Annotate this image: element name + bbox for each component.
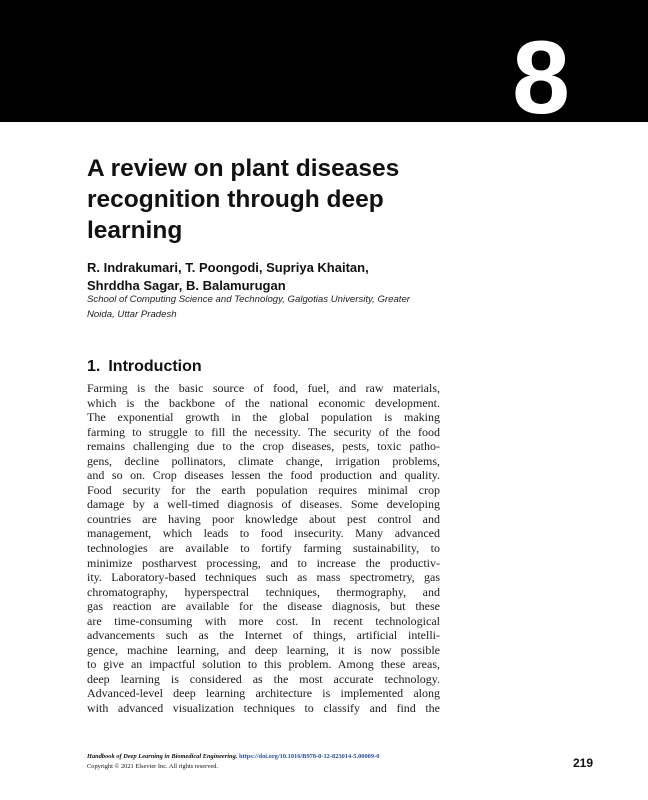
title-line: recognition through deep (87, 186, 384, 213)
body-line: Food security for the earth population requires minimal crop (87, 482, 440, 497)
body-line: to give an impactful solution to this problem. Among these areas, (87, 657, 440, 672)
body-line: remains challenging due to the crop diseases, pests, toxic patho- (87, 439, 440, 454)
body-line: Advanced-level deep learning architecture is implemented along (87, 686, 440, 701)
book-title: Handbook of Deep Learning in Biomedical Engineering. (87, 753, 238, 760)
affiliation-line: Noida, Uttar Pradesh (87, 308, 177, 320)
doi-link[interactable]: https://doi.org/10.1016/B978-0-12-823014-5.00009-0 (238, 753, 380, 760)
copyright: Copyright © 2021 Elsevier Inc. All rights reserved. (87, 763, 219, 770)
body-line: are time-consuming with more cost. In recent technological (87, 613, 440, 628)
body-line: ity. Laboratory-based techniques such as mass spectrometry, gas (87, 570, 440, 585)
body-line: damage by a well-timed diagnosis of diseases. Some developing (87, 497, 440, 512)
chapter-banner (0, 0, 648, 136)
body-line: minimize postharvest processing, and to increase the productiv- (87, 555, 440, 570)
body-line: with advanced visualization techniques to classify and find the (87, 701, 440, 716)
body-line: gens, decline pollinators, climate change, irrigation problems, (87, 453, 440, 468)
page-number: 219 (572, 756, 593, 770)
body-line: technologies are available to fortify farming sustainability, to (87, 541, 440, 556)
affiliation-line: School of Computing Science and Technology, Galgotias University, Greater (87, 294, 410, 305)
affiliation (87, 293, 410, 322)
author-line: Shrddha Sagar, B. Balamurugan (87, 278, 286, 293)
body-line: The exponential growth in the global population is making (87, 410, 440, 425)
author-list (87, 259, 369, 295)
footer-citation (87, 752, 379, 761)
chapter-number: 8 (512, 20, 568, 136)
body-line: countries are having poor knowledge about pest control and (87, 511, 440, 526)
chapter-title (87, 153, 467, 246)
body-paragraph (87, 381, 440, 716)
body-line: and so on. Crop diseases lessen the food production and quality. (87, 468, 440, 483)
body-line: management, which leads to food insecurity. Many advanced (87, 526, 440, 541)
title-line: learning (87, 217, 183, 244)
body-line: farming to struggle to fill the necessity. The security of the food (87, 424, 440, 439)
body-line: Farming is the basic source of food, fuel, and raw materials, (87, 381, 440, 395)
author-line: R. Indrakumari, T. Poongodi, Supriya Khaitan, (87, 260, 369, 275)
section-heading: 1. Introduction (87, 358, 202, 375)
body-line: gas reaction are available for the disease diagnosis, but these (87, 599, 440, 614)
body-line: gence, machine learning, and deep learning, it is now possible (87, 642, 440, 657)
title-line: A review on plant diseases (87, 155, 400, 182)
body-line: advancements such as the Internet of things, artificial intelli- (87, 628, 440, 643)
body-line: chromatography, hyperspectral techniques, thermography, and (87, 584, 440, 599)
body-line: deep learning is considered as the most accurate technology. (87, 671, 440, 686)
body-line: which is the backbone of the national economic development. (87, 395, 440, 410)
